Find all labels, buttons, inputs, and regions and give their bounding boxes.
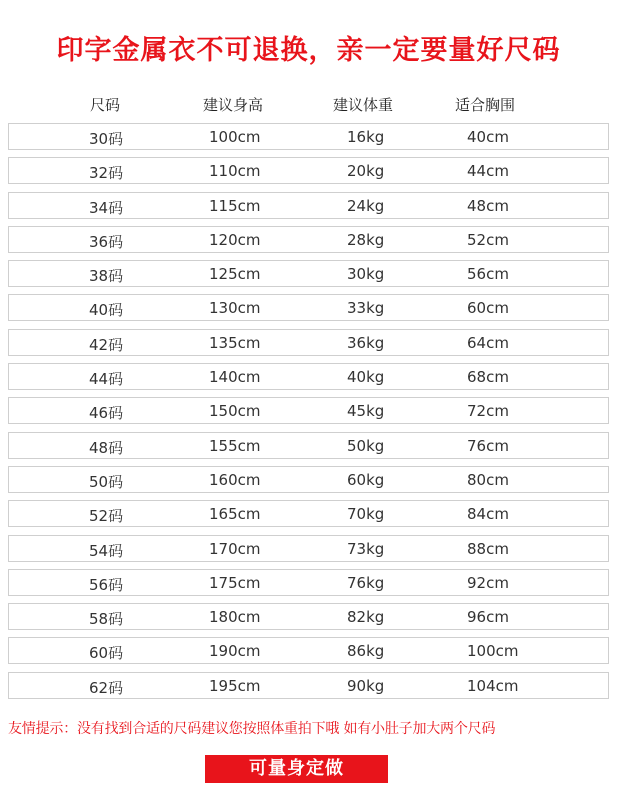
weight-cell: 76kg — [347, 573, 385, 592]
size-cell: 34码 — [89, 198, 124, 217]
size-cell: 36码 — [89, 232, 124, 251]
size-cell: 44码 — [89, 370, 124, 389]
chest-cell: 72cm — [467, 402, 509, 421]
table-row — [8, 329, 609, 356]
header-weight: 建议体重 — [333, 96, 394, 114]
chest-cell: 76cm — [467, 436, 509, 455]
size-cell: 48码 — [89, 438, 124, 457]
table-row — [8, 226, 609, 253]
chest-cell: 84cm — [467, 505, 509, 524]
size-cell: 62码 — [89, 678, 124, 697]
table-row — [8, 466, 609, 493]
size-cell: 30码 — [89, 130, 124, 148]
table-header — [8, 94, 609, 120]
height-cell: 165cm — [209, 505, 261, 524]
header-height: 建议身高 — [203, 96, 264, 114]
weight-cell: 28kg — [347, 230, 385, 249]
height-cell: 190cm — [209, 642, 261, 661]
height-cell: 115cm — [209, 196, 261, 215]
size-cell: 58码 — [89, 610, 124, 629]
chest-cell: 56cm — [467, 265, 509, 284]
table-row — [8, 123, 609, 150]
weight-cell: 70kg — [347, 505, 385, 524]
size-cell: 54码 — [89, 541, 124, 560]
height-cell: 110cm — [209, 162, 261, 181]
height-cell: 130cm — [209, 299, 261, 318]
weight-cell: 24kg — [347, 196, 385, 215]
size-cell: 42码 — [89, 335, 124, 354]
table-row — [8, 397, 609, 424]
tip-text: 友情提示：没有找到合适的尺码建议您按照体重拍下哦 如有小肚子加大两个尺码 — [8, 721, 496, 737]
height-cell: 125cm — [209, 265, 261, 284]
height-cell: 195cm — [209, 676, 261, 695]
weight-cell: 73kg — [347, 539, 385, 558]
height-cell: 180cm — [209, 608, 261, 627]
weight-cell: 40kg — [347, 368, 385, 387]
table-row — [8, 192, 609, 219]
size-cell: 40码 — [89, 301, 124, 320]
table-row — [8, 500, 609, 527]
size-cell: 56码 — [89, 575, 124, 594]
chest-cell: 96cm — [467, 608, 509, 627]
weight-cell: 86kg — [347, 642, 385, 661]
size-cell: 32码 — [89, 164, 124, 183]
chest-cell: 52cm — [467, 230, 509, 249]
custom-made-button[interactable]: 可量身定做 — [205, 755, 388, 783]
size-table — [8, 123, 609, 706]
height-cell: 155cm — [209, 436, 261, 455]
table-row — [8, 672, 609, 699]
height-cell: 175cm — [209, 573, 261, 592]
table-row — [8, 535, 609, 562]
weight-cell: 30kg — [347, 265, 385, 284]
height-cell: 160cm — [209, 470, 261, 489]
size-cell: 52码 — [89, 507, 124, 526]
table-row — [8, 603, 609, 630]
table-row — [8, 637, 609, 664]
page-title: 印字金属衣不可退换，亲一定要量好尺码 — [56, 35, 561, 66]
chest-cell: 80cm — [467, 470, 509, 489]
table-row — [8, 157, 609, 184]
chest-cell: 88cm — [467, 539, 509, 558]
chest-cell: 44cm — [467, 162, 509, 181]
chest-cell: 60cm — [467, 299, 509, 318]
size-cell: 46码 — [89, 404, 124, 423]
height-cell: 135cm — [209, 333, 261, 352]
table-row — [8, 260, 609, 287]
weight-cell: 45kg — [347, 402, 385, 421]
height-cell: 150cm — [209, 402, 261, 421]
chest-cell: 48cm — [467, 196, 509, 215]
header-chest: 适合胸围 — [455, 96, 516, 114]
weight-cell: 36kg — [347, 333, 385, 352]
chest-cell: 100cm — [467, 642, 519, 661]
size-cell: 38码 — [89, 267, 124, 286]
height-cell: 140cm — [209, 368, 261, 387]
chest-cell: 68cm — [467, 368, 509, 387]
table-row — [8, 363, 609, 390]
table-row — [8, 294, 609, 321]
table-row — [8, 432, 609, 459]
header-size: 尺码 — [90, 96, 121, 114]
weight-cell: 82kg — [347, 608, 385, 627]
chest-cell: 40cm — [467, 128, 509, 146]
height-cell: 170cm — [209, 539, 261, 558]
weight-cell: 20kg — [347, 162, 385, 181]
height-cell: 100cm — [209, 128, 261, 146]
weight-cell: 50kg — [347, 436, 385, 455]
chest-cell: 64cm — [467, 333, 509, 352]
size-cell: 60码 — [89, 644, 124, 663]
height-cell: 120cm — [209, 230, 261, 249]
weight-cell: 16kg — [347, 128, 385, 146]
weight-cell: 90kg — [347, 676, 385, 695]
size-cell: 50码 — [89, 472, 124, 491]
chest-cell: 92cm — [467, 573, 509, 592]
weight-cell: 33kg — [347, 299, 385, 318]
table-row — [8, 569, 609, 596]
weight-cell: 60kg — [347, 470, 385, 489]
chest-cell: 104cm — [467, 676, 519, 695]
